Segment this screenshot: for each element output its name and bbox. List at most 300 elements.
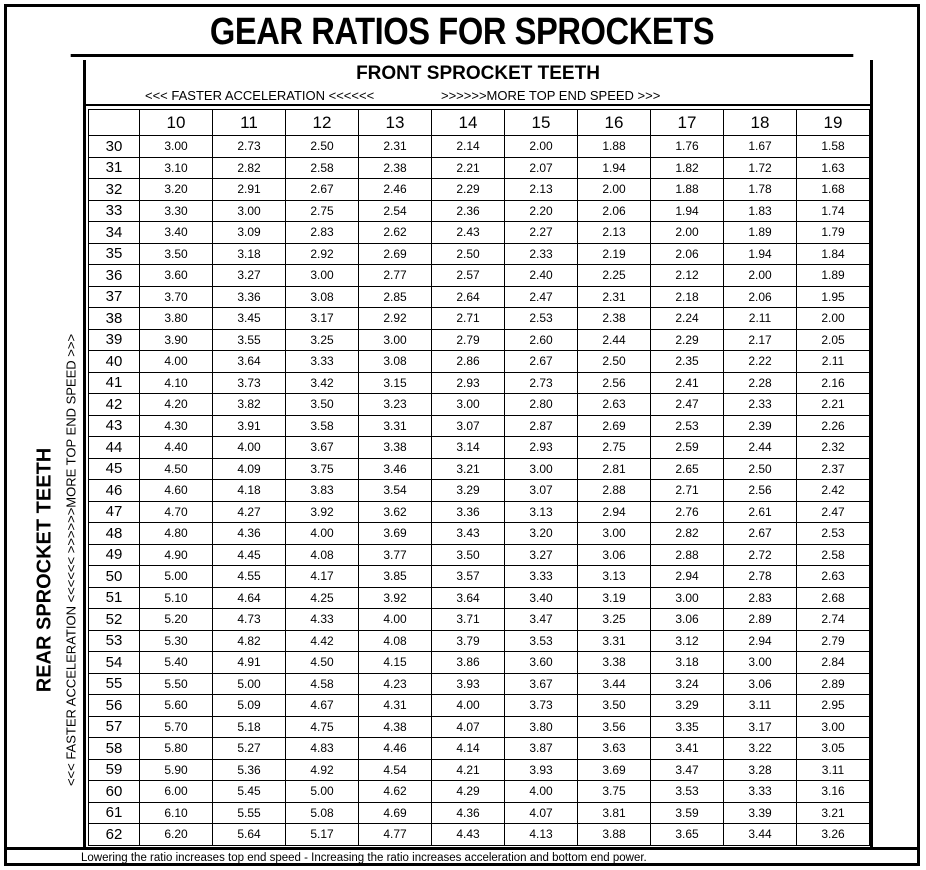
ratio-cell: 3.67 (286, 437, 359, 459)
ratio-cell: 3.21 (432, 458, 505, 480)
ratio-cell: 3.28 (724, 759, 797, 781)
rear-teeth-cell: 31 (89, 157, 140, 179)
ratio-cell: 3.31 (359, 415, 432, 437)
ratio-cell: 3.11 (724, 695, 797, 717)
ratio-cell: 4.10 (140, 372, 213, 394)
ratio-cell: 5.55 (213, 802, 286, 824)
page-title: GEAR RATIOS FOR SPROCKETS (71, 7, 854, 57)
ratio-cell: 2.73 (213, 136, 286, 158)
ratio-cell: 2.11 (724, 308, 797, 330)
rear-teeth-cell: 40 (89, 351, 140, 373)
ratio-cell: 3.36 (213, 286, 286, 308)
ratio-cell: 4.58 (286, 673, 359, 695)
ratio-cell: 4.25 (286, 587, 359, 609)
ratio-cell: 2.27 (505, 222, 578, 244)
ratio-cell: 1.79 (797, 222, 870, 244)
ratio-cell: 2.69 (578, 415, 651, 437)
ratio-cell: 4.23 (359, 673, 432, 695)
ratio-cell: 5.36 (213, 759, 286, 781)
ratio-cell: 3.46 (359, 458, 432, 480)
ratio-cell: 4.54 (359, 759, 432, 781)
ratio-cell: 6.20 (140, 824, 213, 846)
ratio-cell: 2.89 (797, 673, 870, 695)
rear-teeth-cell: 50 (89, 566, 140, 588)
ratio-cell: 4.08 (359, 630, 432, 652)
ratio-cell: 2.06 (651, 243, 724, 265)
ratio-cell: 3.93 (432, 673, 505, 695)
ratio-cell: 3.65 (651, 824, 724, 846)
ratio-cell: 2.22 (724, 351, 797, 373)
rear-teeth-cell: 60 (89, 781, 140, 803)
rear-teeth-cell: 57 (89, 716, 140, 738)
rear-teeth-cell: 46 (89, 480, 140, 502)
ratio-cell: 5.09 (213, 695, 286, 717)
rear-teeth-cell: 45 (89, 458, 140, 480)
ratio-cell: 2.64 (432, 286, 505, 308)
ratio-cell: 4.91 (213, 652, 286, 674)
ratio-cell: 5.70 (140, 716, 213, 738)
table-row (89, 501, 870, 523)
ratio-cell: 2.12 (651, 265, 724, 287)
ratio-cell: 4.33 (286, 609, 359, 631)
ratio-cell: 3.29 (651, 695, 724, 717)
ratio-cell: 4.07 (505, 802, 578, 824)
ratio-cell: 3.10 (140, 157, 213, 179)
ratio-cell: 3.63 (578, 738, 651, 760)
ratio-cell: 2.53 (651, 415, 724, 437)
ratio-cell: 2.58 (797, 544, 870, 566)
ratio-cell: 2.86 (432, 351, 505, 373)
ratio-cell: 4.90 (140, 544, 213, 566)
ratio-cell: 3.58 (286, 415, 359, 437)
ratio-cell: 4.64 (213, 587, 286, 609)
table-row (89, 265, 870, 287)
ratio-cell: 3.33 (505, 566, 578, 588)
ratio-cell: 1.95 (797, 286, 870, 308)
ratio-cell: 3.69 (578, 759, 651, 781)
ratio-cell: 3.53 (505, 630, 578, 652)
table-row (89, 458, 870, 480)
ratio-cell: 2.79 (797, 630, 870, 652)
ratio-cell: 2.29 (432, 179, 505, 201)
ratio-cell: 2.80 (505, 394, 578, 416)
ratio-cell: 2.20 (505, 200, 578, 222)
ratio-cell: 2.18 (651, 286, 724, 308)
ratio-cell: 3.00 (432, 394, 505, 416)
ratio-cell: 3.00 (359, 329, 432, 351)
ratio-table-panel (83, 60, 873, 847)
rear-teeth-cell: 59 (89, 759, 140, 781)
ratio-cell: 2.47 (505, 286, 578, 308)
ratio-cell: 3.47 (651, 759, 724, 781)
ratio-cell: 3.19 (578, 587, 651, 609)
ratio-cell: 6.00 (140, 781, 213, 803)
ratio-cell: 2.58 (286, 157, 359, 179)
footer-note: Lowering the ratio increases top end speed - Increasing the ratio increases acceleration and bottom end power. (7, 847, 917, 866)
table-corner-cell (89, 110, 140, 136)
ratio-cell: 2.88 (578, 480, 651, 502)
ratio-cell: 2.79 (432, 329, 505, 351)
ratio-cell: 4.40 (140, 437, 213, 459)
rear-teeth-cell: 48 (89, 523, 140, 545)
ratio-cell: 1.88 (578, 136, 651, 158)
ratio-cell: 3.38 (359, 437, 432, 459)
ratio-cell: 2.28 (724, 372, 797, 394)
ratio-cell: 4.36 (432, 802, 505, 824)
ratio-cell: 3.24 (651, 673, 724, 695)
ratio-cell: 2.60 (505, 329, 578, 351)
ratio-cell: 4.30 (140, 415, 213, 437)
front-header (86, 60, 870, 106)
ratio-cell: 5.27 (213, 738, 286, 760)
ratio-cell: 2.65 (651, 458, 724, 480)
ratio-cell: 3.23 (359, 394, 432, 416)
ratio-cell: 3.18 (213, 243, 286, 265)
ratio-cell: 3.31 (578, 630, 651, 652)
table-row (89, 308, 870, 330)
ratio-cell: 3.55 (213, 329, 286, 351)
ratio-cell: 2.75 (286, 200, 359, 222)
rear-teeth-cell: 62 (89, 824, 140, 846)
ratio-cell: 3.35 (651, 716, 724, 738)
ratio-cell: 5.00 (286, 781, 359, 803)
ratio-cell: 2.75 (578, 437, 651, 459)
front-teeth-header: 14 (432, 110, 505, 136)
ratio-cell: 5.10 (140, 587, 213, 609)
ratio-cell: 3.50 (140, 243, 213, 265)
ratio-cell: 2.53 (505, 308, 578, 330)
rear-teeth-cell: 36 (89, 265, 140, 287)
rear-teeth-cell: 44 (89, 437, 140, 459)
ratio-cell: 2.25 (578, 265, 651, 287)
table-row (89, 222, 870, 244)
table-row (89, 200, 870, 222)
ratio-cell: 5.80 (140, 738, 213, 760)
front-teeth-header: 15 (505, 110, 578, 136)
ratio-cell: 3.00 (286, 265, 359, 287)
ratio-cell: 3.77 (359, 544, 432, 566)
ratio-cell: 3.80 (140, 308, 213, 330)
ratio-cell: 2.57 (432, 265, 505, 287)
table-row (89, 415, 870, 437)
ratio-cell: 3.45 (213, 308, 286, 330)
ratio-cell: 2.89 (724, 609, 797, 631)
ratio-cell: 4.83 (286, 738, 359, 760)
ratio-cell: 2.56 (578, 372, 651, 394)
ratio-cell: 3.64 (213, 351, 286, 373)
ratio-cell: 2.67 (286, 179, 359, 201)
ratio-cell: 3.42 (286, 372, 359, 394)
rear-teeth-cell: 34 (89, 222, 140, 244)
ratio-cell: 2.21 (432, 157, 505, 179)
ratio-cell: 2.38 (359, 157, 432, 179)
ratio-cell: 5.18 (213, 716, 286, 738)
ratio-cell: 1.82 (651, 157, 724, 179)
ratio-cell: 5.30 (140, 630, 213, 652)
ratio-cell: 3.18 (651, 652, 724, 674)
ratio-cell: 3.33 (286, 351, 359, 373)
ratio-cell: 4.70 (140, 501, 213, 523)
ratio-cell: 3.40 (140, 222, 213, 244)
ratio-cell: 2.67 (505, 351, 578, 373)
ratio-cell: 3.26 (797, 824, 870, 846)
front-teeth-header: 19 (797, 110, 870, 136)
rear-teeth-cell: 33 (89, 200, 140, 222)
ratio-cell: 5.17 (286, 824, 359, 846)
table-row (89, 609, 870, 631)
ratio-cell: 2.50 (724, 458, 797, 480)
ratio-cell: 2.35 (651, 351, 724, 373)
ratio-cell: 3.00 (505, 458, 578, 480)
ratio-cell: 5.00 (140, 566, 213, 588)
ratio-cell: 5.50 (140, 673, 213, 695)
ratio-cell: 5.40 (140, 652, 213, 674)
rear-teeth-cell: 43 (89, 415, 140, 437)
ratio-cell: 1.94 (724, 243, 797, 265)
table-row (89, 136, 870, 158)
ratio-cell: 3.27 (213, 265, 286, 287)
table-row (89, 630, 870, 652)
ratio-cell: 3.06 (578, 544, 651, 566)
ratio-cell: 2.11 (797, 351, 870, 373)
ratio-cell: 3.13 (505, 501, 578, 523)
ratio-cell: 3.50 (432, 544, 505, 566)
rear-direction-note: <<< FASTER ACCELERATION <<<<<< >>>>>>MORE TOP END SPEED >>> (63, 333, 79, 787)
ratio-cell: 3.29 (432, 480, 505, 502)
ratio-cell: 4.45 (213, 544, 286, 566)
ratio-cell: 2.69 (359, 243, 432, 265)
ratio-cell: 3.75 (286, 458, 359, 480)
ratio-cell: 3.54 (359, 480, 432, 502)
ratio-cell: 5.00 (213, 673, 286, 695)
ratio-cell: 3.25 (578, 609, 651, 631)
ratio-cell: 2.14 (432, 136, 505, 158)
gear-ratio-sheet (4, 4, 920, 866)
ratio-cell: 2.06 (578, 200, 651, 222)
ratio-cell: 3.16 (797, 781, 870, 803)
ratio-cell: 3.39 (724, 802, 797, 824)
rear-teeth-cell: 51 (89, 587, 140, 609)
ratio-cell: 2.82 (213, 157, 286, 179)
ratio-cell: 3.60 (505, 652, 578, 674)
ratio-cell: 3.71 (432, 609, 505, 631)
ratio-cell: 3.64 (432, 587, 505, 609)
table-row (89, 566, 870, 588)
ratio-cell: 2.00 (724, 265, 797, 287)
ratio-cell: 2.76 (651, 501, 724, 523)
ratio-cell: 2.63 (578, 394, 651, 416)
ratio-cell: 3.07 (432, 415, 505, 437)
ratio-cell: 2.93 (505, 437, 578, 459)
ratio-cell: 1.58 (797, 136, 870, 158)
ratio-cell: 2.13 (505, 179, 578, 201)
ratio-cell: 4.36 (213, 523, 286, 545)
front-teeth-header: 11 (213, 110, 286, 136)
ratio-cell: 2.38 (578, 308, 651, 330)
ratio-cell: 2.07 (505, 157, 578, 179)
rear-teeth-cell: 53 (89, 630, 140, 652)
ratio-cell: 2.05 (797, 329, 870, 351)
rear-teeth-cell: 37 (89, 286, 140, 308)
ratio-cell: 2.46 (359, 179, 432, 201)
ratio-cell: 4.92 (286, 759, 359, 781)
ratio-cell: 3.87 (505, 738, 578, 760)
ratio-cell: 2.39 (724, 415, 797, 437)
table-row (89, 394, 870, 416)
ratio-cell: 2.84 (797, 652, 870, 674)
ratio-cell: 4.29 (432, 781, 505, 803)
ratio-cell: 3.38 (578, 652, 651, 674)
ratio-cell: 2.85 (359, 286, 432, 308)
ratio-cell: 2.78 (724, 566, 797, 588)
ratio-cell: 6.10 (140, 802, 213, 824)
front-teeth-header: 16 (578, 110, 651, 136)
ratio-cell: 2.94 (651, 566, 724, 588)
ratio-cell: 2.94 (578, 501, 651, 523)
ratio-cell: 2.44 (724, 437, 797, 459)
front-top-speed-note: >>>>>>MORE TOP END SPEED >>> (441, 88, 661, 103)
front-teeth-header: 10 (140, 110, 213, 136)
ratio-cell: 2.88 (651, 544, 724, 566)
ratio-cell: 2.81 (578, 458, 651, 480)
ratio-table-wrap (88, 109, 870, 846)
rear-teeth-cell: 38 (89, 308, 140, 330)
ratio-cell: 4.31 (359, 695, 432, 717)
ratio-cell: 2.92 (359, 308, 432, 330)
ratio-cell: 3.93 (505, 759, 578, 781)
ratio-cell: 1.88 (651, 179, 724, 201)
ratio-cell: 4.09 (213, 458, 286, 480)
ratio-cell: 5.90 (140, 759, 213, 781)
front-teeth-header-row (89, 110, 870, 136)
ratio-cell: 3.62 (359, 501, 432, 523)
table-row (89, 695, 870, 717)
ratio-cell: 5.08 (286, 802, 359, 824)
ratio-cell: 3.17 (724, 716, 797, 738)
rear-teeth-cell: 52 (89, 609, 140, 631)
ratio-cell: 2.21 (797, 394, 870, 416)
table-row (89, 437, 870, 459)
ratio-cell: 3.20 (505, 523, 578, 545)
ratio-cell: 3.00 (213, 200, 286, 222)
ratio-cell: 3.69 (359, 523, 432, 545)
table-row (89, 738, 870, 760)
ratio-cell: 3.00 (724, 652, 797, 674)
ratio-cell: 3.00 (797, 716, 870, 738)
ratio-cell: 2.83 (286, 222, 359, 244)
ratio-cell: 1.89 (724, 222, 797, 244)
ratio-cell: 2.59 (651, 437, 724, 459)
ratio-cell: 2.67 (724, 523, 797, 545)
ratio-cell: 2.17 (724, 329, 797, 351)
ratio-cell: 3.43 (432, 523, 505, 545)
ratio-cell: 4.08 (286, 544, 359, 566)
table-row (89, 652, 870, 674)
ratio-cell: 4.69 (359, 802, 432, 824)
ratio-cell: 2.43 (432, 222, 505, 244)
ratio-cell: 2.56 (724, 480, 797, 502)
ratio-cell: 4.21 (432, 759, 505, 781)
ratio-cell: 2.50 (432, 243, 505, 265)
ratio-cell: 4.00 (359, 609, 432, 631)
ratio-cell: 3.06 (651, 609, 724, 631)
ratio-cell: 2.83 (724, 587, 797, 609)
rear-teeth-cell: 58 (89, 738, 140, 760)
table-row (89, 824, 870, 846)
ratio-cell: 2.82 (651, 523, 724, 545)
ratio-cell: 3.73 (213, 372, 286, 394)
ratio-cell: 3.33 (724, 781, 797, 803)
ratio-cell: 4.18 (213, 480, 286, 502)
ratio-cell: 1.89 (797, 265, 870, 287)
ratio-cell: 4.82 (213, 630, 286, 652)
ratio-cell: 3.25 (286, 329, 359, 351)
ratio-cell: 3.22 (724, 738, 797, 760)
ratio-cell: 3.73 (505, 695, 578, 717)
rear-teeth-cell: 55 (89, 673, 140, 695)
ratio-cell: 2.77 (359, 265, 432, 287)
ratio-cell: 2.74 (797, 609, 870, 631)
ratio-cell: 4.50 (286, 652, 359, 674)
ratio-cell: 2.62 (359, 222, 432, 244)
rear-teeth-cell: 41 (89, 372, 140, 394)
ratio-cell: 2.26 (797, 415, 870, 437)
ratio-cell: 5.20 (140, 609, 213, 631)
ratio-cell: 2.32 (797, 437, 870, 459)
ratio-cell: 3.92 (359, 587, 432, 609)
rear-teeth-cell: 39 (89, 329, 140, 351)
ratio-cell: 3.30 (140, 200, 213, 222)
ratio-cell: 2.72 (724, 544, 797, 566)
ratio-cell: 2.63 (797, 566, 870, 588)
front-sprocket-label: FRONT SPROCKET TEETH (356, 63, 600, 84)
ratio-cell: 2.19 (578, 243, 651, 265)
ratio-cell: 4.50 (140, 458, 213, 480)
ratio-cell: 4.13 (505, 824, 578, 846)
ratio-cell: 2.31 (359, 136, 432, 158)
ratio-cell: 1.84 (797, 243, 870, 265)
ratio-cell: 1.63 (797, 157, 870, 179)
ratio-cell: 4.42 (286, 630, 359, 652)
ratio-cell: 3.08 (359, 351, 432, 373)
rear-sprocket-label: REAR SPROCKET TEETH (33, 447, 56, 693)
ratio-cell: 4.15 (359, 652, 432, 674)
ratio-cell: 1.74 (797, 200, 870, 222)
ratio-cell: 3.00 (651, 587, 724, 609)
ratio-cell: 1.67 (724, 136, 797, 158)
front-teeth-header: 12 (286, 110, 359, 136)
ratio-cell: 2.94 (724, 630, 797, 652)
ratio-cell: 2.40 (505, 265, 578, 287)
ratio-cell: 2.31 (578, 286, 651, 308)
ratio-cell: 3.14 (432, 437, 505, 459)
table-row (89, 781, 870, 803)
ratio-cell: 1.76 (651, 136, 724, 158)
ratio-cell: 2.29 (651, 329, 724, 351)
ratio-cell: 3.90 (140, 329, 213, 351)
ratio-cell: 4.67 (286, 695, 359, 717)
ratio-cell: 3.79 (432, 630, 505, 652)
ratio-cell: 4.38 (359, 716, 432, 738)
ratio-cell: 3.50 (578, 695, 651, 717)
ratio-cell: 4.07 (432, 716, 505, 738)
table-row (89, 673, 870, 695)
ratio-cell: 2.93 (432, 372, 505, 394)
ratio-cell: 3.86 (432, 652, 505, 674)
ratio-cell: 4.20 (140, 394, 213, 416)
ratio-cell: 3.13 (578, 566, 651, 588)
front-teeth-header: 17 (651, 110, 724, 136)
